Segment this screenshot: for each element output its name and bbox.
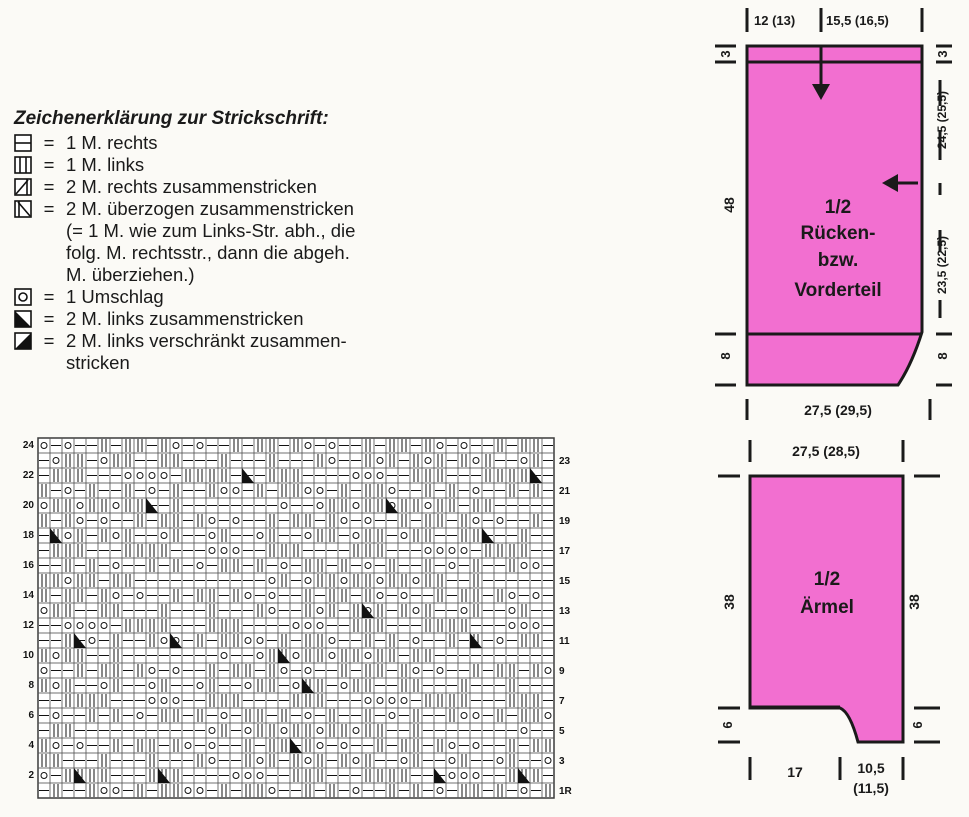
row-number-left: 22	[22, 470, 34, 481]
shoulder-left-label: 3	[718, 50, 733, 58]
sleeve-bottom-left-label: 17	[787, 764, 803, 780]
body-title-line-2: Rücken-	[800, 223, 876, 244]
top-width-label-2: 15,5 (16,5)	[826, 13, 889, 28]
cuff-right-label: 6	[910, 721, 925, 729]
sleeve-bottom-right-label-2: (11,5)	[853, 780, 889, 796]
row-number-left: 24	[22, 440, 34, 451]
row-number-left: 6	[28, 710, 34, 721]
rib-right-label: 8	[935, 352, 950, 360]
legend-text: 1 M. rechts	[66, 132, 158, 153]
cuff-left-label: 6	[720, 721, 735, 729]
legend-text: 2 M. links zusammenstricken	[66, 308, 304, 329]
row-number-right: 13	[559, 606, 571, 617]
row-number-right: 5	[559, 726, 565, 737]
shoulder-right-label: 3	[935, 50, 950, 58]
legend-text: 2 M. links verschränkt zusammen- stricken	[66, 330, 347, 373]
row-number-right: 19	[559, 516, 571, 527]
row-number-left: 20	[22, 500, 34, 511]
sleeve-top-width-label: 27,5 (28,5)	[792, 443, 860, 459]
height-total-label: 48	[721, 197, 737, 213]
legend-item-skp: = 2 M. überzogen zusammenstricken (= 1 M. wie zum Links-Str. abh., die folg. M. rechtsstr., dann die abgeh. M. überziehen.)	[14, 198, 484, 286]
body-title-line-3: bzw.	[817, 250, 859, 271]
legend-item-p2tog: = 2 M. links zusammenstricken	[14, 308, 484, 330]
sleeve-title-line-1: 1/2	[813, 569, 841, 590]
row-number-left: 10	[22, 650, 34, 661]
legend-title: Zeichenerklärung zur Strickschrift:	[14, 108, 329, 129]
row-number-left: 2	[28, 770, 34, 781]
k2tog-symbol-icon	[14, 178, 32, 196]
row-number-left: 18	[22, 530, 34, 541]
legend-item-purl: = 1 M. links	[14, 154, 484, 176]
row-number-left: 4	[28, 740, 34, 751]
legend-item-yarn-over: = 1 Umschlag	[14, 286, 484, 308]
row-number-right: 17	[559, 546, 571, 557]
row-number-right: 3	[559, 756, 565, 767]
legend-text: 1 M. links	[66, 154, 145, 175]
legend-text: 1 Umschlag	[66, 286, 164, 307]
p2tog-tbl-symbol-icon	[14, 332, 32, 350]
stitch-grid	[38, 438, 554, 798]
p2tog-symbol-icon	[14, 310, 32, 328]
body-title-line-1: 1/2	[824, 197, 852, 218]
symbol-legend	[14, 108, 484, 374]
legend-item-knit: = 1 M. rechts	[14, 132, 484, 154]
row-number-left: 8	[28, 680, 34, 691]
sleeve-bottom-right-label: 10,5	[857, 760, 885, 776]
legend-text: 2 M. überzogen zusammenstricken (= 1 M. wie zum Links-Str. abh., die folg. M. rechtsstr., dann die abgeh. M. überziehen.)	[66, 198, 356, 285]
yarn-over-symbol-icon	[14, 288, 32, 306]
stitch-chart	[0, 430, 580, 810]
row-number-left: 16	[22, 560, 34, 571]
row-number-right: 1R	[559, 786, 572, 797]
row-number-right: 7	[559, 696, 565, 707]
upper-right-label: 24,5 (25,5)	[935, 90, 949, 150]
legend-item-k2tog: = 2 M. rechts zusammenstricken	[14, 176, 484, 198]
legend-text: 2 M. rechts zusammenstricken	[66, 176, 317, 197]
legend-item-p2tog-tbl: = 2 M. links verschränkt zusammen- stricken	[14, 330, 484, 374]
body-title-line-4: Vorderteil	[794, 280, 882, 301]
row-number-right: 15	[559, 576, 571, 587]
garment-schematic	[690, 0, 969, 817]
body-width-label: 27,5 (29,5)	[804, 402, 872, 418]
row-number-right: 23	[559, 456, 571, 467]
row-number-left: 14	[22, 590, 34, 601]
skp-symbol-icon	[14, 200, 32, 218]
top-width-label: 12 (13)	[754, 13, 796, 28]
row-number-right: 21	[559, 486, 571, 497]
purl-symbol-icon	[14, 156, 32, 174]
row-number-right: 9	[559, 666, 565, 677]
sleeve-height-left-label: 38	[721, 594, 737, 610]
knit-symbol-icon	[14, 134, 32, 152]
row-number-right: 11	[559, 636, 570, 647]
rib-left-label: 8	[718, 352, 733, 360]
lower-right-label: 23,5 (22,5)	[935, 235, 949, 295]
row-number-left: 12	[22, 620, 34, 631]
sleeve-title-line-2: Ärmel	[800, 597, 854, 618]
sleeve-height-right-label: 38	[906, 594, 922, 610]
